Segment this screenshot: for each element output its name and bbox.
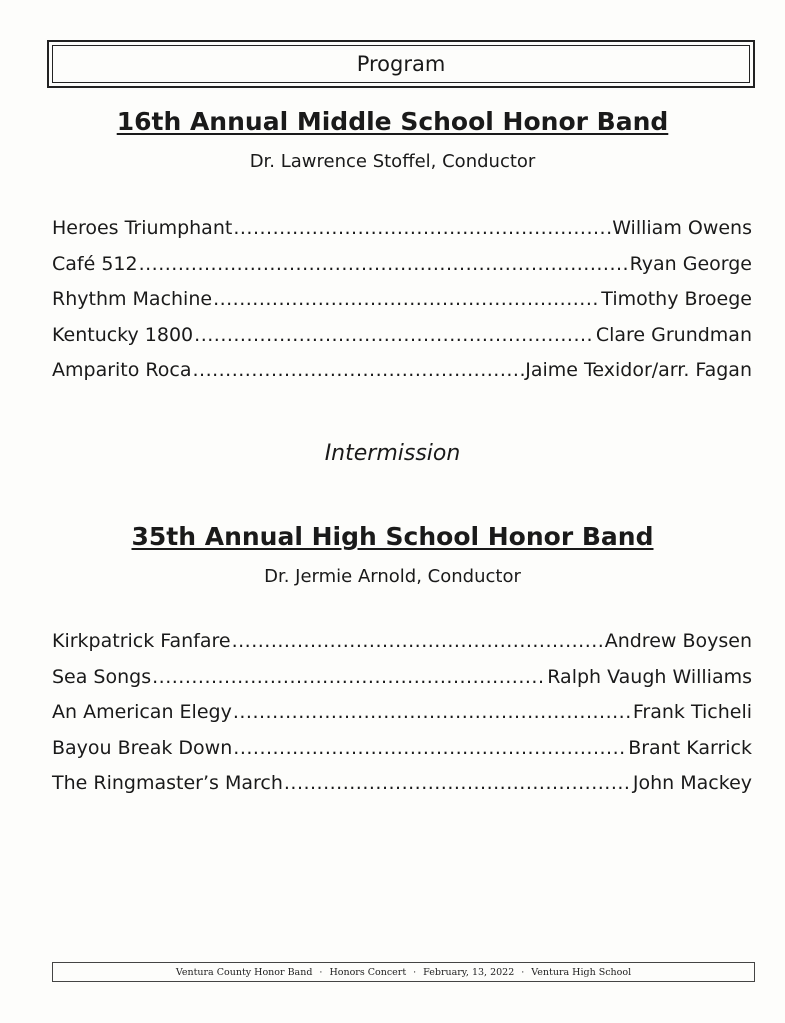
piece-composer: John Mackey — [632, 772, 752, 795]
piece-composer: Jaime Texidor/arr. Fagan — [525, 359, 752, 382]
piece-row — [52, 701, 752, 737]
dot-leader — [232, 630, 604, 652]
piece-row — [52, 772, 752, 808]
piece-row — [52, 630, 752, 666]
piece-title: Rhythm Machine — [52, 288, 213, 311]
piece-title: The Ringmaster’s March — [52, 772, 283, 795]
dot-leader — [152, 666, 546, 688]
piece-title: Kentucky 1800 — [52, 323, 194, 346]
section1-piece-list — [52, 217, 752, 395]
program-title-box — [47, 40, 755, 88]
footer-separator: · — [413, 966, 417, 978]
piece-row — [52, 253, 752, 289]
section1-conductor: Dr. Lawrence Stoffel, Conductor — [249, 151, 536, 172]
program-title: Program — [52, 45, 750, 83]
footer-item: Ventura High School — [531, 966, 632, 978]
dot-leader — [233, 217, 611, 239]
piece-row — [52, 288, 752, 324]
section1-heading: 16th Annual Middle School Honor Band — [116, 107, 669, 136]
piece-row — [52, 359, 752, 395]
piece-composer: Andrew Boysen — [604, 630, 752, 652]
piece-composer: Brant Karrick — [628, 736, 752, 759]
dot-leader — [139, 253, 629, 275]
piece-title: Kirkpatrick Fanfare — [52, 630, 231, 652]
footer-item: Ventura County Honor Band — [175, 966, 313, 978]
footer-item: February, 13, 2022 — [423, 966, 515, 978]
piece-composer: Ryan George — [629, 252, 752, 275]
dot-leader — [192, 359, 524, 381]
dot-leader — [213, 288, 600, 310]
section2-heading: 35th Annual High School Honor Band — [131, 522, 654, 551]
intermission-label: Intermission — [324, 441, 461, 466]
piece-row — [52, 737, 752, 773]
piece-composer: William Owens — [612, 217, 752, 239]
piece-row — [52, 666, 752, 702]
footer-separator: · — [521, 966, 525, 978]
footer-bar — [52, 962, 755, 982]
section2-piece-list — [52, 630, 752, 808]
piece-composer: Ralph Vaugh Williams — [547, 665, 752, 688]
piece-title: Amparito Roca — [52, 359, 192, 382]
piece-row — [52, 324, 752, 360]
piece-composer: Timothy Broege — [601, 288, 752, 311]
dot-leader — [233, 701, 632, 723]
piece-composer: Frank Ticheli — [632, 701, 752, 724]
dot-leader — [284, 772, 632, 794]
footer-separator: · — [319, 966, 323, 978]
dot-leader — [194, 324, 595, 346]
piece-title: An American Elegy — [52, 701, 232, 724]
piece-title: Café 512 — [52, 252, 138, 275]
footer-item: Honors Concert — [329, 966, 407, 978]
dot-leader — [233, 737, 627, 759]
piece-title: Sea Songs — [52, 665, 152, 688]
piece-title: Heroes Triumphant — [52, 217, 233, 239]
piece-row — [52, 217, 752, 253]
piece-composer: Clare Grundman — [595, 323, 752, 346]
section2-conductor: Dr. Jermie Arnold, Conductor — [264, 566, 521, 587]
piece-title: Bayou Break Down — [52, 736, 233, 759]
